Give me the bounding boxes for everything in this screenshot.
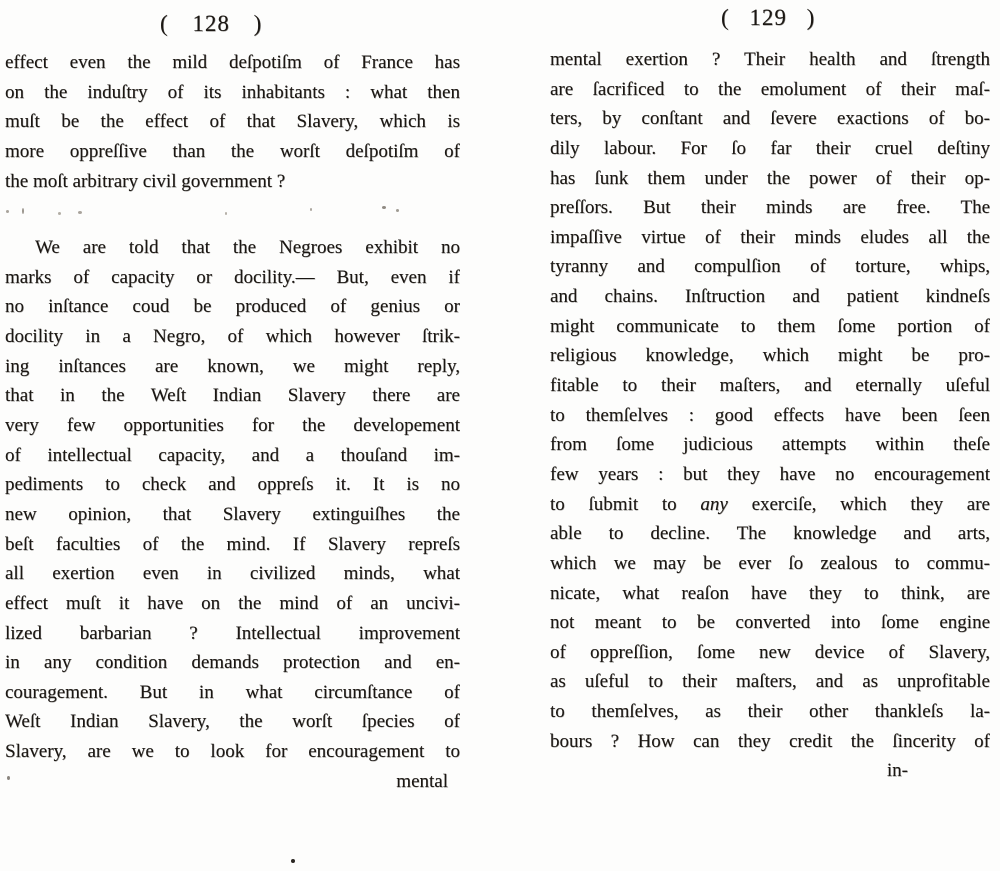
text-line: ters, by conſtant and ſevere exactions of bo- — [550, 108, 990, 130]
text-line: not meant to be converted into ſome engine — [550, 612, 990, 634]
text-line: as uſeful to their maſters, and as unprofitable — [550, 671, 990, 693]
text-line: mental exertion ? Their health and ſtrength — [550, 49, 990, 70]
text-line: preſſors. But their minds are free. The — [550, 197, 990, 219]
page-number-header-right: ( 129 ) — [721, 5, 816, 30]
text-line: pediments to check and oppreſs it. It is no — [5, 474, 460, 496]
text-line: are ſacrificed to the emolument of their maſ- — [550, 78, 990, 100]
page-129-text — [550, 45, 990, 786]
text-line: has ſunk them under the power of their op- — [550, 167, 990, 189]
text-line: no inſtance coud be produced of genius or — [5, 296, 460, 318]
catchword-left: mental — [396, 770, 448, 792]
text-line: of intellectual capacity, and a thouſand im- — [5, 444, 460, 466]
text-line: beſt faculties of the mind. If Slavery repreſs — [5, 533, 460, 555]
catchword-right: in- — [886, 760, 908, 782]
paragraph — [550, 45, 990, 756]
text-line: which we may be ever ſo zealous to commu- — [550, 552, 990, 574]
text-line: few years : but they have no encouragement — [550, 463, 990, 485]
text-line: nicate, what reaſon have they to think, are — [550, 582, 990, 604]
paragraph — [5, 48, 460, 196]
text-line: tyranny and compulſion of torture, whips, — [550, 256, 990, 278]
text-line: ing inſtances are known, we might reply, — [5, 355, 460, 377]
text-line: effect even the mild deſpotiſm of France has — [5, 52, 460, 73]
text-line: bours ? How can they credit the ſincerity of — [550, 730, 990, 752]
text-line: that in the Weſt Indian Slavery there are — [5, 385, 460, 407]
text-line: more oppreſſive than the worſt deſpotiſm of — [5, 140, 460, 162]
text-line: impaſſive virtue of their minds eludes all the — [550, 226, 990, 248]
page-128-paragraphs — [5, 48, 460, 767]
text-line: couragement. But in what circumſtance of — [5, 681, 460, 703]
text-line: Slavery, are we to look for encouragement to — [5, 741, 460, 763]
text-line: to themſelves, as their other thankleſs la- — [550, 701, 990, 723]
text-line: religious knowledge, which might be pro- — [550, 345, 990, 367]
text-line: and chains. Inſtruction and patient kindneſs — [550, 286, 990, 308]
page-128 — [5, 0, 460, 871]
text-line: dily labour. For ſo far their cruel deſtiny — [550, 137, 990, 159]
page-129-paragraphs — [550, 45, 990, 756]
page-number-header-left: ( 128 ) — [160, 11, 263, 36]
text-line: of oppreſſion, ſome new device of Slavery, — [550, 641, 990, 663]
text-line: new opinion, that Slavery extinguiſhes the — [5, 503, 460, 525]
text-line: to themſelves : good effects have been ſeen — [550, 404, 990, 426]
text-line: marks of capacity or docility.— But, even if — [5, 266, 460, 288]
text-line: all exertion even in civilized minds, what — [5, 563, 460, 585]
text-line: able to decline. The knowledge and arts, — [550, 523, 990, 545]
text-line: We are told that the Negroes exhibit no — [35, 237, 460, 259]
text-line: in any condition demands protection and en- — [5, 652, 460, 674]
text-line: muſt be the effect of that Slavery, which is — [5, 111, 460, 133]
text-line: very few opportunities for the developement — [5, 415, 460, 437]
text-line: from ſome judicious attempts within theſe — [550, 434, 990, 456]
text-line: lized barbarian ? Intellectual improvement — [5, 622, 460, 644]
text-line: effect muſt it have on the mind of an uncivi- — [5, 592, 460, 614]
text-line: to ſubmit to any exerciſe, which they are — [550, 493, 990, 515]
text-line: on the induſtry of its inhabitants : what then — [5, 81, 460, 103]
page-129 — [550, 0, 990, 871]
text-line: the moſt arbitrary civil government ? — [5, 170, 286, 192]
page-128-text — [5, 48, 460, 796]
text-line: fitable to their maſters, and eternally uſeful — [550, 375, 990, 397]
text-line: might communicate to them ſome portion of — [550, 315, 990, 337]
paragraph — [5, 233, 460, 767]
text-line: Weſt Indian Slavery, the worſt ſpecies of — [5, 711, 460, 733]
text-line: docility in a Negro, of which however ſtrik- — [5, 326, 460, 348]
